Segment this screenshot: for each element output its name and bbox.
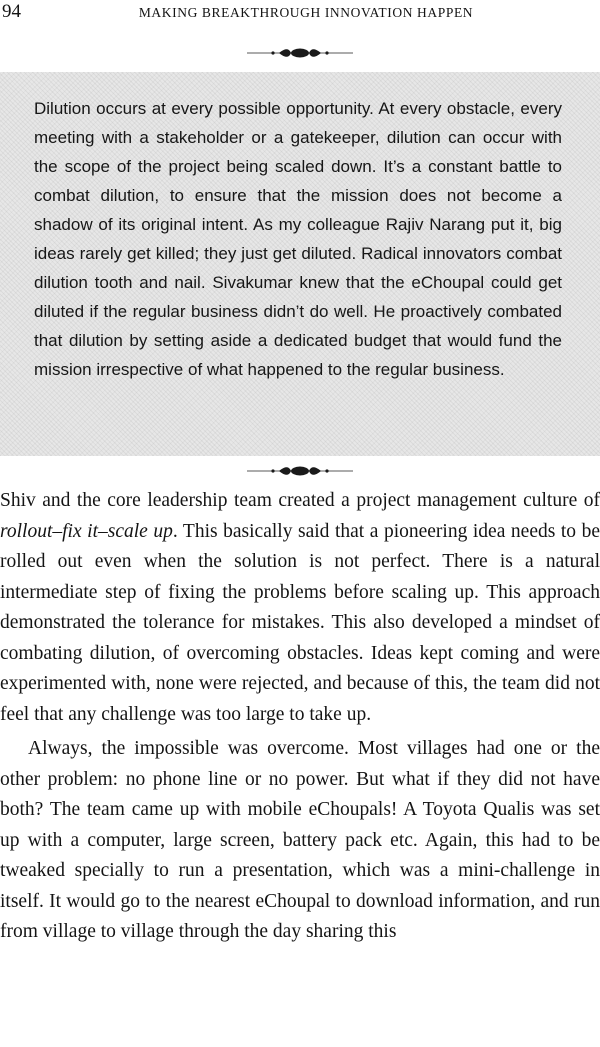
body-text (0, 486, 600, 948)
ornamental-divider-icon (0, 464, 600, 478)
italic-phrase: rollout–fix it–scale up (0, 520, 173, 542)
paragraph-text: . This basically said that a pioneering idea needs to be rolled out even when the solution is not perfect. There is a natural intermediate step of fixing the problems before scaling up. This approach demonstrated the tolerance for mistakes. This also developed a mindset of combating dilution, of overcoming obstacles. Ideas kept coming and were experimented with, none were rejected, and because of this, the team did not feel that any challenge was too large to take up. (0, 520, 600, 725)
sidebar-paragraph: Dilution occurs at every possible opportunity. At every obstacle, every meeting with a stakeholder or a gatekeeper, dilution can occur with the scope of the project being scaled down. It’s a constant battle to combat dilution, to ensure that the mission does not become a shadow of its original intent. As my colleague Rajiv Narang put it, big ideas rarely get killed; they just get diluted. Radical innovators combat dilution tooth and nail. Sivakumar knew that the eChoupal could get diluted if the regular business didn’t do well. He proactively combated that dilution by setting aside a dedicated budget that would fund the mission irrespective of what happened to the regular business. (34, 99, 562, 379)
running-head: MAKING BREAKTHROUGH INNOVATION HAPPEN (138, 5, 474, 20)
body-paragraph (0, 486, 600, 730)
page-header (0, 0, 600, 30)
page-number: 94 (2, 1, 21, 22)
body-paragraph: Always, the impossible was overcome. Most villages had one or the other problem: no phone line or no power. But what if they did not have both? The team came up with mobile eChoupals! A Toyota Qualis was set up with a computer, large screen, battery pack etc. Again, this had to be tweaked specially to run a presentation, which was a mini-challenge in itself. It would go to the nearest eChoupal to download information, and run from village to village through the day sharing this (0, 738, 600, 942)
paragraph-text: Shiv and the core leadership team created a project management culture of (0, 490, 600, 511)
ornamental-divider-icon (0, 46, 600, 60)
highlighted-sidebar-box (0, 72, 600, 456)
